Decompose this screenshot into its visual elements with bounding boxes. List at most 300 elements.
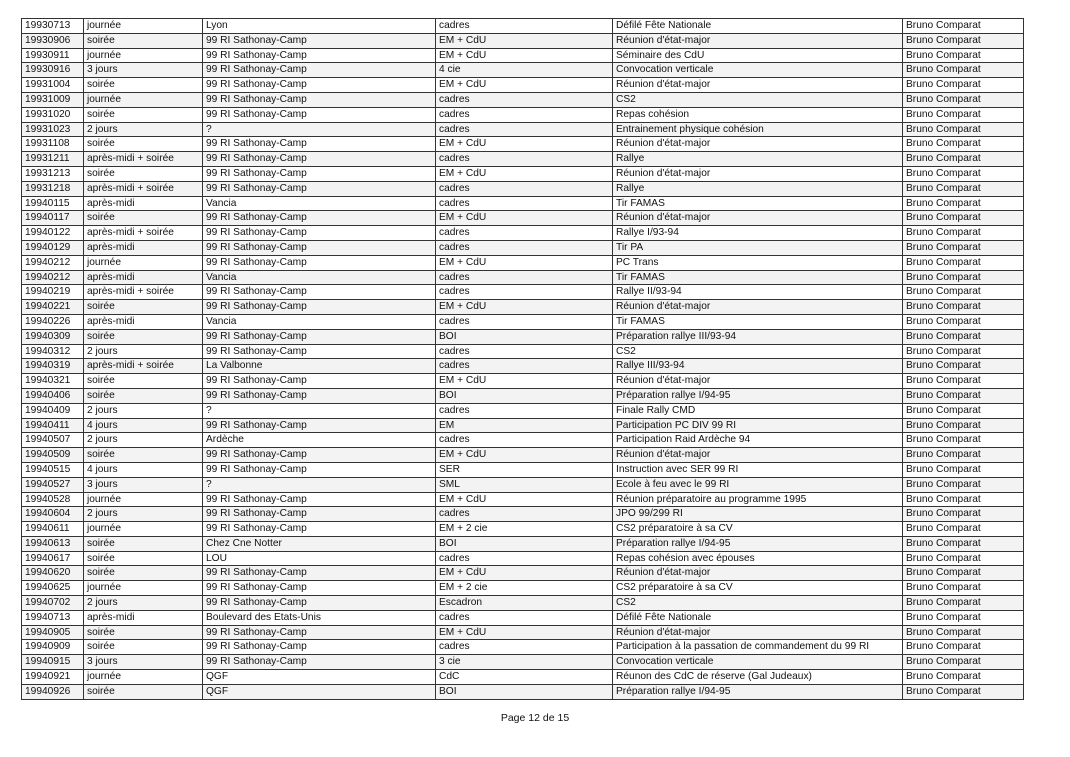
participants-cell: 4 cie — [436, 63, 613, 78]
table-row — [22, 107, 1024, 122]
activity-cell: PC Trans — [613, 255, 903, 270]
participants-cell: cadres — [436, 196, 613, 211]
name-cell: Bruno Comparat — [903, 507, 1024, 522]
participants-cell: EM + CdU — [436, 137, 613, 152]
duration-cell: soirée — [84, 107, 203, 122]
table-row — [22, 19, 1024, 34]
location-cell: 99 RI Sathonay-Camp — [203, 226, 436, 241]
activity-cell: CS2 — [613, 344, 903, 359]
date-cell: 19940319 — [22, 359, 84, 374]
participants-cell: EM + 2 cie — [436, 522, 613, 537]
location-cell: 99 RI Sathonay-Camp — [203, 48, 436, 63]
activity-cell: Réunion d'état-major — [613, 78, 903, 93]
duration-cell: soirée — [84, 211, 203, 226]
location-cell: LOU — [203, 551, 436, 566]
participants-cell: EM + CdU — [436, 78, 613, 93]
participants-cell: EM + 2 cie — [436, 581, 613, 596]
location-cell: 99 RI Sathonay-Camp — [203, 581, 436, 596]
name-cell: Bruno Comparat — [903, 181, 1024, 196]
date-cell: 19931211 — [22, 152, 84, 167]
participants-cell: cadres — [436, 314, 613, 329]
duration-cell: soirée — [84, 625, 203, 640]
table-row — [22, 152, 1024, 167]
activity-table — [21, 18, 1024, 700]
activity-cell: CS2 — [613, 596, 903, 611]
table-row — [22, 33, 1024, 48]
table-row — [22, 507, 1024, 522]
location-cell: Vancia — [203, 314, 436, 329]
date-cell: 19940406 — [22, 388, 84, 403]
duration-cell: après-midi — [84, 610, 203, 625]
duration-cell: journée — [84, 48, 203, 63]
activity-cell: JPO 99/299 RI — [613, 507, 903, 522]
location-cell: 99 RI Sathonay-Camp — [203, 300, 436, 315]
participants-cell: cadres — [436, 285, 613, 300]
location-cell: ? — [203, 403, 436, 418]
date-cell: 19940702 — [22, 596, 84, 611]
table-row — [22, 374, 1024, 389]
activity-cell: Participation à la passation de commandement du 99 RI — [613, 640, 903, 655]
location-cell: Lyon — [203, 19, 436, 34]
participants-cell: EM + CdU — [436, 492, 613, 507]
date-cell: 19931023 — [22, 122, 84, 137]
name-cell: Bruno Comparat — [903, 448, 1024, 463]
date-cell: 19940122 — [22, 226, 84, 241]
table-row — [22, 196, 1024, 211]
participants-cell: cadres — [436, 152, 613, 167]
name-cell: Bruno Comparat — [903, 255, 1024, 270]
location-cell: 99 RI Sathonay-Camp — [203, 166, 436, 181]
activity-cell: Réunion d'état-major — [613, 566, 903, 581]
location-cell: Vancia — [203, 196, 436, 211]
participants-cell: EM + CdU — [436, 166, 613, 181]
location-cell: 99 RI Sathonay-Camp — [203, 92, 436, 107]
activity-cell: Convocation verticale — [613, 655, 903, 670]
table-row — [22, 596, 1024, 611]
table-row — [22, 448, 1024, 463]
duration-cell: 3 jours — [84, 63, 203, 78]
location-cell: Chez Cne Notter — [203, 536, 436, 551]
location-cell: 99 RI Sathonay-Camp — [203, 329, 436, 344]
participants-cell: BOI — [436, 388, 613, 403]
name-cell: Bruno Comparat — [903, 344, 1024, 359]
duration-cell: 2 jours — [84, 122, 203, 137]
duration-cell: 4 jours — [84, 418, 203, 433]
duration-cell: journée — [84, 255, 203, 270]
table-row — [22, 359, 1024, 374]
activity-cell: Tir FAMAS — [613, 270, 903, 285]
table-row — [22, 625, 1024, 640]
table-row — [22, 522, 1024, 537]
table-row — [22, 270, 1024, 285]
date-cell: 19940620 — [22, 566, 84, 581]
table-body — [22, 19, 1024, 700]
activity-cell: Entrainement physique cohésion — [613, 122, 903, 137]
name-cell: Bruno Comparat — [903, 359, 1024, 374]
name-cell: Bruno Comparat — [903, 196, 1024, 211]
participants-cell: CdC — [436, 670, 613, 685]
date-cell: 19940613 — [22, 536, 84, 551]
duration-cell: soirée — [84, 388, 203, 403]
table-row — [22, 492, 1024, 507]
participants-cell: cadres — [436, 344, 613, 359]
activity-cell: Repas cohésion — [613, 107, 903, 122]
name-cell: Bruno Comparat — [903, 63, 1024, 78]
table-row — [22, 418, 1024, 433]
name-cell: Bruno Comparat — [903, 92, 1024, 107]
location-cell: 99 RI Sathonay-Camp — [203, 462, 436, 477]
date-cell: 19930713 — [22, 19, 84, 34]
participants-cell: EM + CdU — [436, 566, 613, 581]
activity-cell: Repas cohésion avec épouses — [613, 551, 903, 566]
name-cell: Bruno Comparat — [903, 418, 1024, 433]
participants-cell: cadres — [436, 122, 613, 137]
date-cell: 19940129 — [22, 240, 84, 255]
name-cell: Bruno Comparat — [903, 314, 1024, 329]
table-row — [22, 477, 1024, 492]
duration-cell: 2 jours — [84, 403, 203, 418]
page-table-container — [21, 18, 1023, 700]
date-cell: 19940409 — [22, 403, 84, 418]
table-row — [22, 166, 1024, 181]
duration-cell: 3 jours — [84, 655, 203, 670]
activity-cell: Participation PC DIV 99 RI — [613, 418, 903, 433]
participants-cell: BOI — [436, 684, 613, 699]
activity-cell: Instruction avec SER 99 RI — [613, 462, 903, 477]
name-cell: Bruno Comparat — [903, 107, 1024, 122]
name-cell: Bruno Comparat — [903, 462, 1024, 477]
duration-cell: journée — [84, 19, 203, 34]
duration-cell: 3 jours — [84, 477, 203, 492]
date-cell: 19940611 — [22, 522, 84, 537]
activity-cell: Tir FAMAS — [613, 196, 903, 211]
duration-cell: 2 jours — [84, 596, 203, 611]
location-cell: 99 RI Sathonay-Camp — [203, 388, 436, 403]
duration-cell: après-midi — [84, 196, 203, 211]
date-cell: 19931213 — [22, 166, 84, 181]
duration-cell: soirée — [84, 166, 203, 181]
name-cell: Bruno Comparat — [903, 33, 1024, 48]
duration-cell: soirée — [84, 448, 203, 463]
duration-cell: soirée — [84, 137, 203, 152]
activity-cell: Préparation rallye I/94-95 — [613, 684, 903, 699]
participants-cell: cadres — [436, 403, 613, 418]
table-row — [22, 137, 1024, 152]
date-cell: 19940527 — [22, 477, 84, 492]
table-row — [22, 566, 1024, 581]
name-cell: Bruno Comparat — [903, 122, 1024, 137]
activity-cell: CS2 préparatoire à sa CV — [613, 581, 903, 596]
duration-cell: 2 jours — [84, 344, 203, 359]
name-cell: Bruno Comparat — [903, 625, 1024, 640]
activity-cell: Rallye I/93-94 — [613, 226, 903, 241]
date-cell: 19940312 — [22, 344, 84, 359]
duration-cell: soirée — [84, 374, 203, 389]
duration-cell: après-midi + soirée — [84, 226, 203, 241]
location-cell: 99 RI Sathonay-Camp — [203, 640, 436, 655]
participants-cell: BOI — [436, 536, 613, 551]
activity-cell: Réunion d'état-major — [613, 448, 903, 463]
name-cell: Bruno Comparat — [903, 152, 1024, 167]
participants-cell: EM — [436, 418, 613, 433]
location-cell: La Valbonne — [203, 359, 436, 374]
name-cell: Bruno Comparat — [903, 566, 1024, 581]
table-row — [22, 403, 1024, 418]
duration-cell: soirée — [84, 300, 203, 315]
date-cell: 19930916 — [22, 63, 84, 78]
location-cell: 99 RI Sathonay-Camp — [203, 418, 436, 433]
name-cell: Bruno Comparat — [903, 581, 1024, 596]
date-cell: 19940309 — [22, 329, 84, 344]
table-row — [22, 610, 1024, 625]
participants-cell: SER — [436, 462, 613, 477]
name-cell: Bruno Comparat — [903, 329, 1024, 344]
table-row — [22, 78, 1024, 93]
date-cell: 19940713 — [22, 610, 84, 625]
name-cell: Bruno Comparat — [903, 285, 1024, 300]
activity-cell: Préparation rallye I/94-95 — [613, 536, 903, 551]
date-cell: 19931218 — [22, 181, 84, 196]
duration-cell: après-midi — [84, 270, 203, 285]
page-number: Page 12 de 15 — [500, 712, 570, 724]
location-cell: Vancia — [203, 270, 436, 285]
date-cell: 19940115 — [22, 196, 84, 211]
table-row — [22, 255, 1024, 270]
activity-cell: CS2 — [613, 92, 903, 107]
table-row — [22, 314, 1024, 329]
duration-cell: après-midi + soirée — [84, 181, 203, 196]
duration-cell: soirée — [84, 536, 203, 551]
date-cell: 19931004 — [22, 78, 84, 93]
duration-cell: soirée — [84, 329, 203, 344]
participants-cell: cadres — [436, 551, 613, 566]
name-cell: Bruno Comparat — [903, 300, 1024, 315]
name-cell: Bruno Comparat — [903, 137, 1024, 152]
duration-cell: soirée — [84, 78, 203, 93]
location-cell: 99 RI Sathonay-Camp — [203, 522, 436, 537]
date-cell: 19940604 — [22, 507, 84, 522]
participants-cell: cadres — [436, 507, 613, 522]
date-cell: 19931009 — [22, 92, 84, 107]
duration-cell: journée — [84, 92, 203, 107]
table-row — [22, 640, 1024, 655]
date-cell: 19940321 — [22, 374, 84, 389]
participants-cell: cadres — [436, 359, 613, 374]
name-cell: Bruno Comparat — [903, 610, 1024, 625]
name-cell: Bruno Comparat — [903, 477, 1024, 492]
duration-cell: 2 jours — [84, 507, 203, 522]
date-cell: 19940411 — [22, 418, 84, 433]
activity-cell: Séminaire des CdU — [613, 48, 903, 63]
duration-cell: soirée — [84, 566, 203, 581]
duration-cell: soirée — [84, 551, 203, 566]
participants-cell: Escadron — [436, 596, 613, 611]
name-cell: Bruno Comparat — [903, 78, 1024, 93]
table-row — [22, 211, 1024, 226]
duration-cell: après-midi + soirée — [84, 359, 203, 374]
participants-cell: EM + CdU — [436, 255, 613, 270]
activity-cell: Réunion d'état-major — [613, 166, 903, 181]
activity-cell: Convocation verticale — [613, 63, 903, 78]
location-cell: 99 RI Sathonay-Camp — [203, 255, 436, 270]
date-cell: 19940507 — [22, 433, 84, 448]
location-cell: 99 RI Sathonay-Camp — [203, 596, 436, 611]
table-row — [22, 240, 1024, 255]
participants-cell: BOI — [436, 329, 613, 344]
activity-cell: Défilé Fête Nationale — [613, 19, 903, 34]
location-cell: 99 RI Sathonay-Camp — [203, 285, 436, 300]
name-cell: Bruno Comparat — [903, 240, 1024, 255]
table-row — [22, 122, 1024, 137]
participants-cell: EM + CdU — [436, 625, 613, 640]
date-cell: 19940212 — [22, 255, 84, 270]
duration-cell: après-midi — [84, 240, 203, 255]
table-row — [22, 329, 1024, 344]
activity-cell: Réunion d'état-major — [613, 33, 903, 48]
table-row — [22, 63, 1024, 78]
participants-cell: cadres — [436, 433, 613, 448]
table-row — [22, 433, 1024, 448]
participants-cell: cadres — [436, 640, 613, 655]
participants-cell: EM + CdU — [436, 448, 613, 463]
activity-cell: Réunion d'état-major — [613, 137, 903, 152]
location-cell: 99 RI Sathonay-Camp — [203, 625, 436, 640]
table-row — [22, 226, 1024, 241]
date-cell: 19940926 — [22, 684, 84, 699]
participants-cell: cadres — [436, 610, 613, 625]
table-row — [22, 551, 1024, 566]
table-row — [22, 92, 1024, 107]
name-cell: Bruno Comparat — [903, 492, 1024, 507]
duration-cell: après-midi + soirée — [84, 285, 203, 300]
duration-cell: soirée — [84, 640, 203, 655]
activity-cell: Participation Raid Ardèche 94 — [613, 433, 903, 448]
activity-cell: Réunon des CdC de réserve (Gal Judeaux) — [613, 670, 903, 685]
participants-cell: SML — [436, 477, 613, 492]
duration-cell: après-midi + soirée — [84, 152, 203, 167]
location-cell: QGF — [203, 684, 436, 699]
name-cell: Bruno Comparat — [903, 211, 1024, 226]
date-cell: 19940219 — [22, 285, 84, 300]
name-cell: Bruno Comparat — [903, 226, 1024, 241]
duration-cell: soirée — [84, 684, 203, 699]
activity-cell: Réunion d'état-major — [613, 374, 903, 389]
location-cell: 99 RI Sathonay-Camp — [203, 33, 436, 48]
duration-cell: 4 jours — [84, 462, 203, 477]
duration-cell: 2 jours — [84, 433, 203, 448]
location-cell: 99 RI Sathonay-Camp — [203, 78, 436, 93]
participants-cell: 3 cie — [436, 655, 613, 670]
name-cell: Bruno Comparat — [903, 433, 1024, 448]
location-cell: Ardèche — [203, 433, 436, 448]
location-cell: Boulevard des Etats-Unis — [203, 610, 436, 625]
participants-cell: cadres — [436, 240, 613, 255]
activity-cell: Réunion préparatoire au programme 1995 — [613, 492, 903, 507]
activity-cell: Réunion d'état-major — [613, 625, 903, 640]
participants-cell: cadres — [436, 270, 613, 285]
date-cell: 19940528 — [22, 492, 84, 507]
table-row — [22, 462, 1024, 477]
duration-cell: journée — [84, 522, 203, 537]
date-cell: 19940905 — [22, 625, 84, 640]
name-cell: Bruno Comparat — [903, 670, 1024, 685]
location-cell: 99 RI Sathonay-Camp — [203, 107, 436, 122]
table-row — [22, 655, 1024, 670]
participants-cell: EM + CdU — [436, 48, 613, 63]
activity-cell: Préparation rallye III/93-94 — [613, 329, 903, 344]
activity-cell: Rallye — [613, 152, 903, 167]
date-cell: 19940226 — [22, 314, 84, 329]
duration-cell: journée — [84, 670, 203, 685]
name-cell: Bruno Comparat — [903, 655, 1024, 670]
activity-cell: Réunion d'état-major — [613, 300, 903, 315]
table-row — [22, 300, 1024, 315]
activity-cell: Rallye II/93-94 — [613, 285, 903, 300]
participants-cell: cadres — [436, 226, 613, 241]
location-cell: ? — [203, 477, 436, 492]
location-cell: 99 RI Sathonay-Camp — [203, 374, 436, 389]
date-cell: 19940509 — [22, 448, 84, 463]
participants-cell: EM + CdU — [436, 211, 613, 226]
name-cell: Bruno Comparat — [903, 166, 1024, 181]
location-cell: 99 RI Sathonay-Camp — [203, 344, 436, 359]
table-row — [22, 181, 1024, 196]
duration-cell: après-midi — [84, 314, 203, 329]
location-cell: 99 RI Sathonay-Camp — [203, 152, 436, 167]
location-cell: 99 RI Sathonay-Camp — [203, 655, 436, 670]
name-cell: Bruno Comparat — [903, 48, 1024, 63]
participants-cell: EM + CdU — [436, 33, 613, 48]
table-row — [22, 670, 1024, 685]
activity-cell: Tir FAMAS — [613, 314, 903, 329]
name-cell: Bruno Comparat — [903, 536, 1024, 551]
activity-cell: Finale Rally CMD — [613, 403, 903, 418]
date-cell: 19940117 — [22, 211, 84, 226]
name-cell: Bruno Comparat — [903, 522, 1024, 537]
location-cell: 99 RI Sathonay-Camp — [203, 63, 436, 78]
location-cell: ? — [203, 122, 436, 137]
table-row — [22, 285, 1024, 300]
location-cell: 99 RI Sathonay-Camp — [203, 240, 436, 255]
date-cell: 19940921 — [22, 670, 84, 685]
date-cell: 19930906 — [22, 33, 84, 48]
date-cell: 19931108 — [22, 137, 84, 152]
location-cell: 99 RI Sathonay-Camp — [203, 181, 436, 196]
participants-cell: cadres — [436, 181, 613, 196]
participants-cell: cadres — [436, 92, 613, 107]
participants-cell: EM + CdU — [436, 300, 613, 315]
table-row — [22, 344, 1024, 359]
table-row — [22, 581, 1024, 596]
location-cell: 99 RI Sathonay-Camp — [203, 137, 436, 152]
duration-cell: journée — [84, 492, 203, 507]
location-cell: 99 RI Sathonay-Camp — [203, 566, 436, 581]
participants-cell: cadres — [436, 107, 613, 122]
date-cell: 19940212 — [22, 270, 84, 285]
table-row — [22, 536, 1024, 551]
date-cell: 19930911 — [22, 48, 84, 63]
activity-cell: Rallye III/93-94 — [613, 359, 903, 374]
activity-cell: Préparation rallye I/94-95 — [613, 388, 903, 403]
table-row — [22, 684, 1024, 699]
activity-cell: Tir PA — [613, 240, 903, 255]
date-cell: 19940617 — [22, 551, 84, 566]
participants-cell: cadres — [436, 19, 613, 34]
activity-cell: Rallye — [613, 181, 903, 196]
participants-cell: EM + CdU — [436, 374, 613, 389]
name-cell: Bruno Comparat — [903, 374, 1024, 389]
name-cell: Bruno Comparat — [903, 388, 1024, 403]
